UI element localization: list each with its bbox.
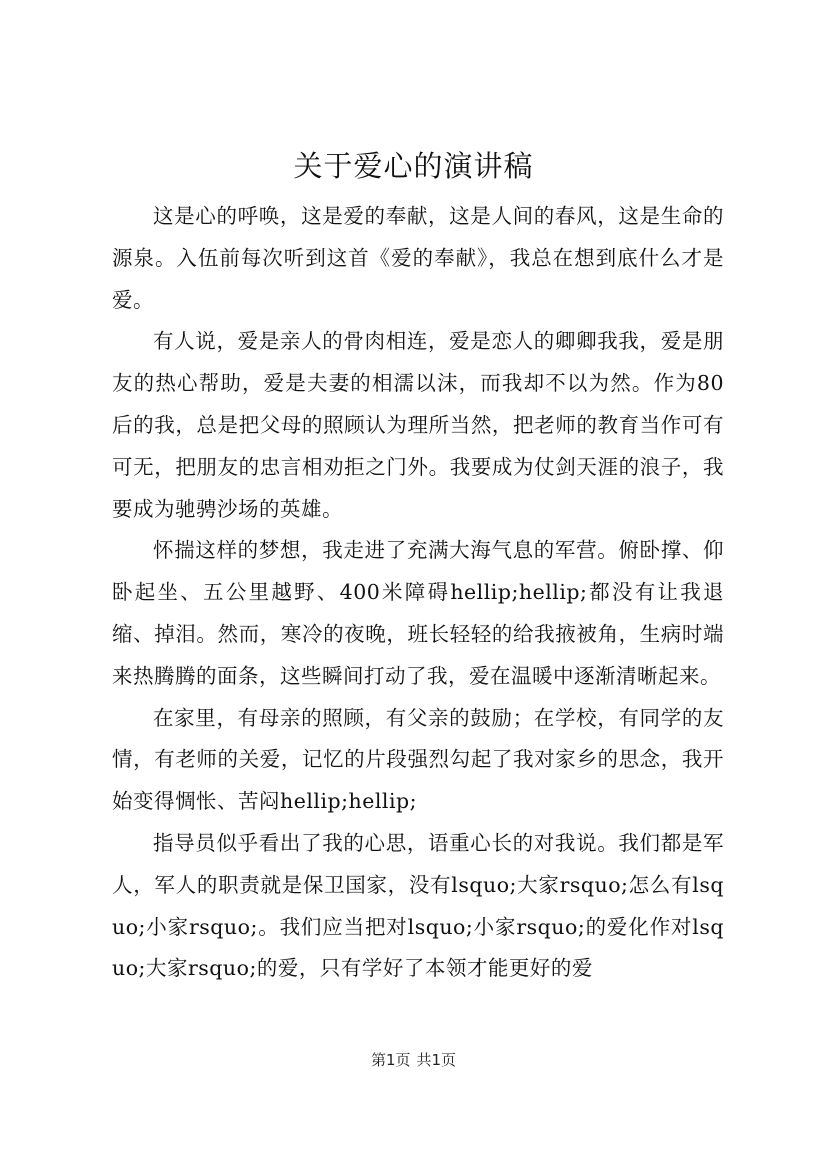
page-total: 共1页 (416, 1051, 457, 1069)
paragraph-1: 这是心的呼唤，这是爱的奉献，这是人间的春风，这是生命的源泉。入伍前每次听到这首《爱的奉献》，我总在想到底什么才是爱。 (112, 204, 724, 312)
page-footer (0, 1049, 827, 1071)
paragraph-4: 在家里，有母亲的照顾，有父亲的鼓励；在学校，有同学的友情，有老师的关爱，记忆的片段强烈勾起了我对家乡的思念，我开始变得惆怅、苦闷hellip;hellip; (112, 705, 724, 814)
paragraph-5: 指导员似乎看出了我的心思，语重心长的对我说。我们都是军人，军人的职责就是保卫国家，没有lsquo;大家rsquo;怎么有lsquo;小家rsquo;。我们应当把对lsquo;小家rsquo;的爱化作对lsquo;大家rsquo;的爱，只有学好了本领才能更好的爱 (112, 830, 724, 981)
document-title: 关于爱心的演讲稿 (293, 149, 534, 183)
paragraph-2: 有人说，爱是亲人的骨肉相连，爱是恋人的卿卿我我，爱是朋友的热心帮助，爱是夫妻的相濡以沫，而我却不以为然。作为80后的我，总是把父母的照顾认为理所当然，把老师的教育当作可有可无，把朋友的忠言相劝拒之门外。我要成为仗剑天涯的浪子，我要成为驰骋沙场的英雄。 (112, 329, 724, 521)
paragraph-3: 怀揣这样的梦想，我走进了充满大海气息的军营。俯卧撑、仰卧起坐、五公里越野、400米障碍hellip;hellip;都没有让我退缩、掉泪。然而，寒冷的夜晚，班长轻轻的给我掖被角，生病时端来热腾腾的面条，这些瞬间打动了我，爱在温暖中逐渐清晰起来。 (112, 538, 724, 688)
document-body (112, 196, 724, 990)
page-number: 第1页 (370, 1051, 411, 1069)
